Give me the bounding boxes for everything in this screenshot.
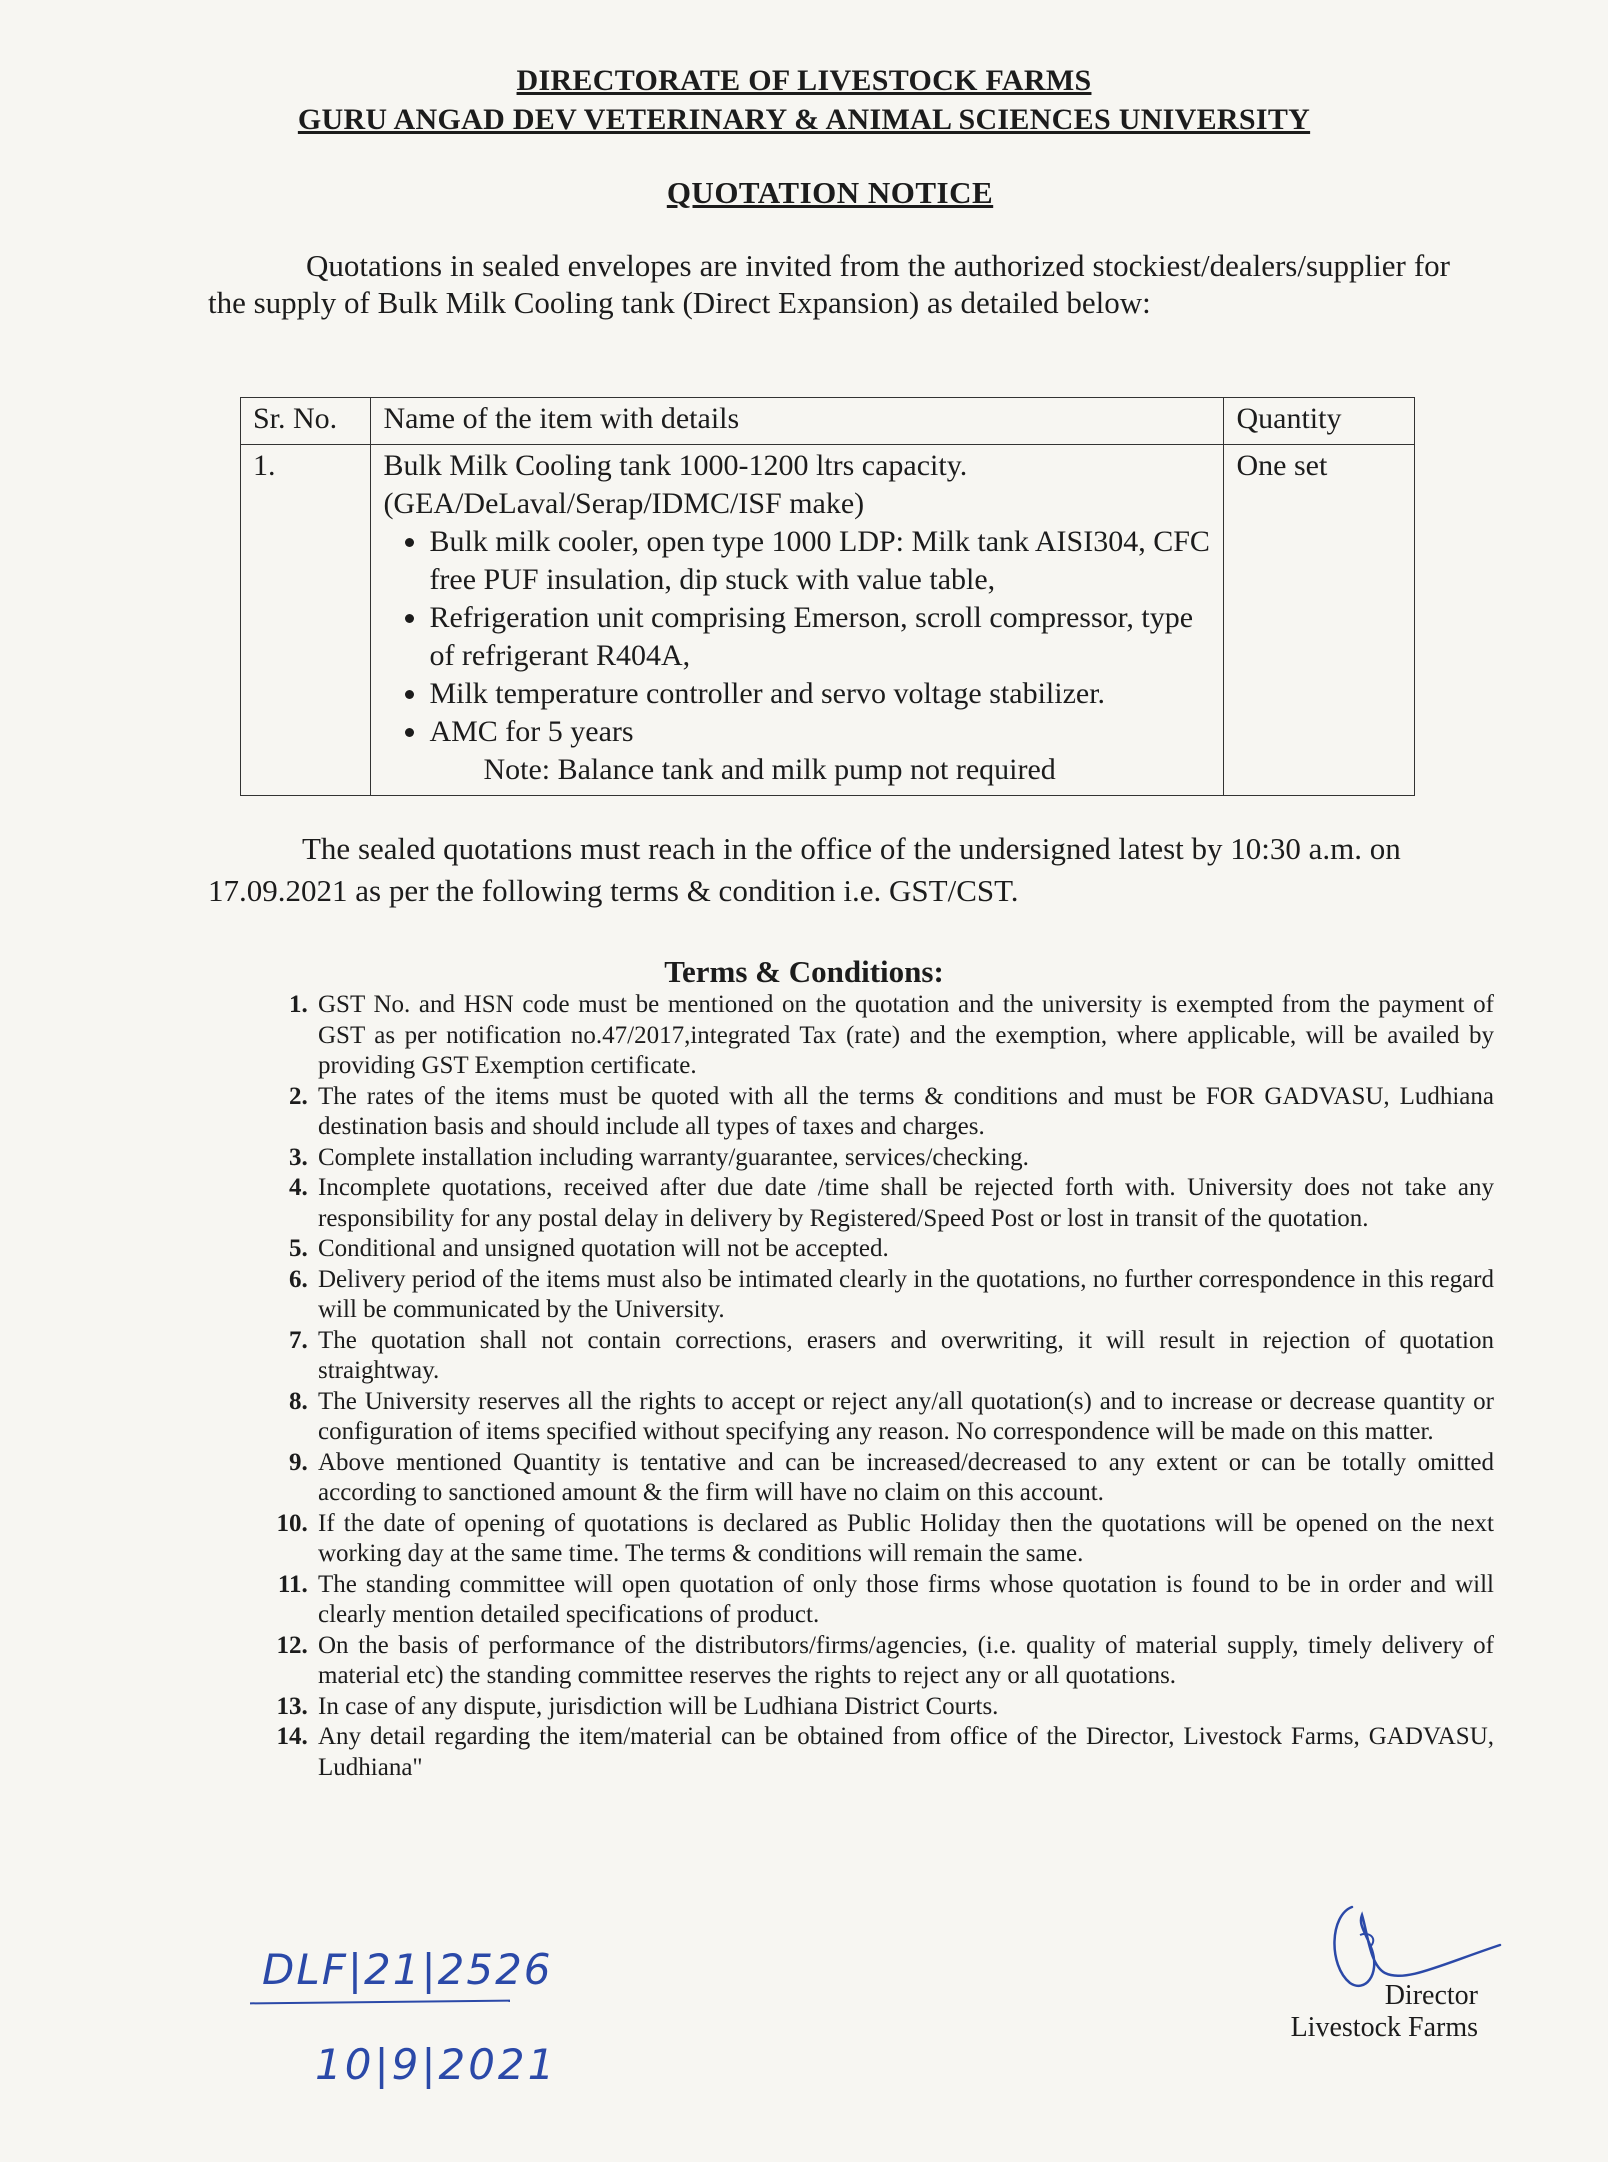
list-item: 7. The quotation shall not contain corrections, erasers and overwriting, it will result in rejection of quotation straightway. — [314, 1326, 1494, 1387]
deadline-text: The sealed quotations must reach in the office of the undersigned latest by 10:30 a.m. on 17.09.2021 as per the following terms & condition i.e. GST/CST. — [208, 831, 1401, 908]
spec-item: • AMC for 5 years — [429, 713, 1211, 751]
list-item: 9. Above mentioned Quantity is tentative and can be increased/decreased to any extent or can be totally omitted according to sanctioned amount & the firm will have no claim on this account. — [314, 1448, 1494, 1509]
item-note: Note: Balance tank and milk pump not required — [483, 753, 1056, 786]
university-heading: GURU ANGAD DEV VETERINARY & ANIMAL SCIENCES UNIVERSITY — [297, 103, 1311, 136]
header-quantity: Quantity — [1224, 398, 1415, 445]
directorate-heading: DIRECTORATE OF LIVESTOCK FARMS — [516, 64, 1092, 97]
row-quantity: One set — [1224, 445, 1415, 796]
list-item: 5. Conditional and unsigned quotation will not be accepted. — [314, 1234, 1494, 1265]
list-item: 11. The standing committee will open quotation of only those firms whose quotation is found to be in order and will clearly mention detailed specifications of product. — [314, 1570, 1494, 1631]
list-item: 14. Any detail regarding the item/material can be obtained from office of the Director, Livestock Farms, GADVASU, Ludhiana" — [314, 1722, 1494, 1783]
list-item: 4. Incomplete quotations, received after due date /time shall be rejected forth with. University does not take any responsibility for any postal delay in delivery by Registered/Speed Post or lost in transit of the quotation. — [314, 1173, 1494, 1234]
list-item: 2. The rates of the items must be quoted with all the terms & conditions and must be FOR GADVASU, Ludhiana destination basis and should include all types of taxes and charges. — [314, 1082, 1494, 1143]
handwritten-reference: DLF|21|2526 — [262, 1945, 553, 1994]
list-item: 6. Delivery period of the items must also be intimated clearly in the quotations, no further correspondence in this regard will be communicated by the University. — [314, 1265, 1494, 1326]
list-item: 10. If the date of opening of quotations is declared as Public Holiday then the quotations will be opened on the next working day at the same time. The terms & conditions will remain the same. — [314, 1509, 1494, 1570]
row-item-details — [371, 445, 1224, 796]
handwritten-date: 10|9|2021 — [315, 2040, 558, 2089]
item-name-line2: (GEA/DeLaval/Serap/IDMC/ISF make) — [383, 487, 865, 520]
item-name-line1: Bulk Milk Cooling tank 1000-1200 ltrs capacity. — [383, 449, 968, 482]
items-table — [240, 397, 1415, 796]
list-item: 3. Complete installation including warranty/guarantee, services/checking. — [314, 1143, 1494, 1174]
handwritten-underline — [250, 2000, 510, 2005]
terms-list — [268, 990, 1494, 1783]
terms-title: Terms & Conditions: — [664, 954, 944, 989]
list-item: 12. On the basis of performance of the distributors/firms/agencies, (i.e. quality of material supply, timely delivery of material etc) the standing committee reserves the rights to reject any or all quotations. — [314, 1631, 1494, 1692]
item-spec-list — [383, 523, 1211, 751]
row-sr-no: 1. — [241, 445, 371, 796]
deadline-paragraph — [208, 828, 1450, 912]
header-sr-no: Sr. No. — [241, 398, 371, 445]
signatory-office: Livestock Farms — [1290, 2012, 1478, 2043]
signatory-designation: Director — [1384, 1980, 1478, 2011]
notice-title: QUOTATION NOTICE — [666, 175, 994, 210]
table-header-row — [241, 398, 1415, 445]
intro-paragraph — [208, 247, 1450, 321]
signature-block — [1238, 1980, 1478, 2044]
list-item: 13. In case of any dispute, jurisdiction will be Ludhiana District Courts. — [314, 1692, 1494, 1723]
spec-item: • Refrigeration unit comprising Emerson, scroll compressor, type of refrigerant R404A, — [429, 599, 1211, 675]
list-item: 1. GST No. and HSN code must be mentioned on the quotation and the university is exempted from the payment of GST as per notification no.47/2017,integrated Tax (rate) and the exemption, where applicable, will be availed by providing GST Exemption certificate. — [314, 990, 1494, 1082]
header-item-name: Name of the item with details — [371, 398, 1224, 445]
list-item: 8. The University reserves all the rights to accept or reject any/all quotation(s) and to increase or decrease quantity or configuration of items specified without specifying any reason. No correspondence will be made on this matter. — [314, 1387, 1494, 1448]
intro-text: Quotations in sealed envelopes are invited from the authorized stockiest/dealers/supplier for the supply of Bulk Milk Cooling tank (Direct Expansion) as detailed below: — [208, 248, 1450, 320]
table-row — [241, 445, 1415, 796]
spec-item: • Milk temperature controller and servo voltage stabilizer. — [429, 675, 1211, 713]
spec-item: • Bulk milk cooler, open type 1000 LDP: Milk tank AISI304, CFC free PUF insulation, dip stuck with value table, — [429, 523, 1211, 599]
